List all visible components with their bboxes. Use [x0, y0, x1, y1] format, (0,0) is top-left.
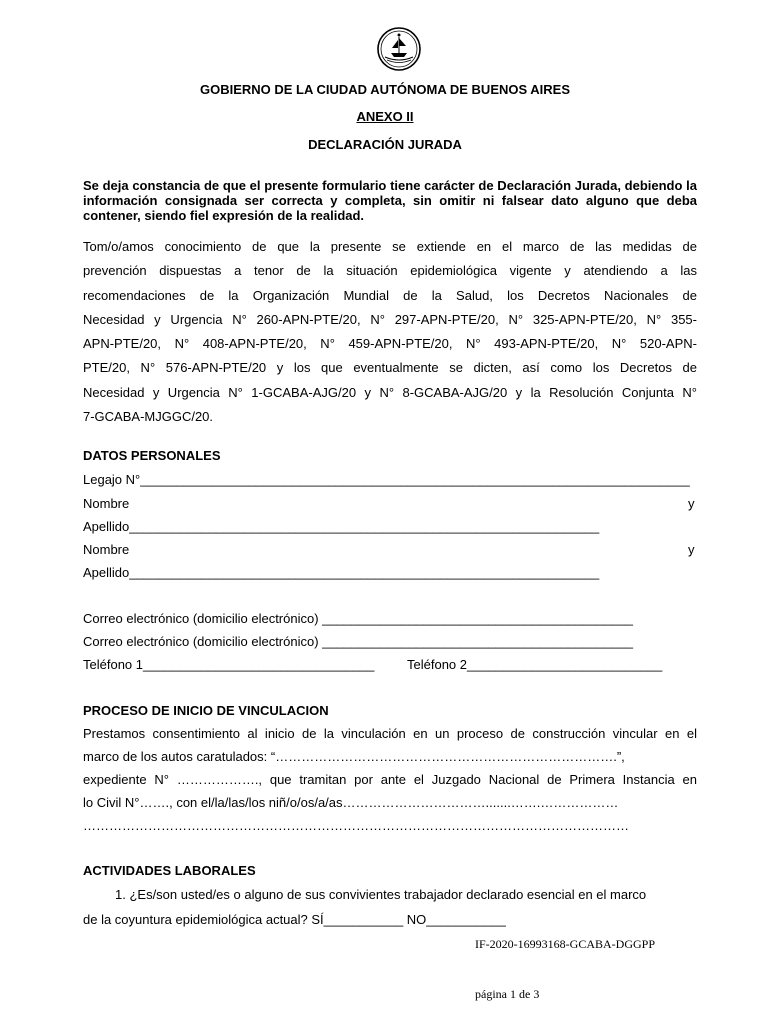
document-id: IF-2020-16993168-GCABA-DGGPP: [475, 937, 656, 951]
email-field-1[interactable]: Correo electrónico (domicilio electrónico) ___________________________________________: [83, 611, 634, 626]
paragraph-line: prevención dispuestas a tenor de la situación epidemiológica vigente y atendiendo a las: [83, 263, 697, 278]
city-seal-logo: [377, 27, 421, 71]
paragraph-line: 7-GCABA-MJGGC/20.: [83, 409, 214, 424]
paragraph-line: Tom/o/amos conocimiento de que la presente se extiende en el marco de las medidas de: [83, 239, 697, 254]
proceso-heading: PROCESO DE INICIO DE VINCULACION: [83, 703, 329, 718]
paragraph-line: Necesidad y Urgencia N° 1-GCABA-AJG/20 y N° 8-GCABA-AJG/20 y la Resolución Conjunta N°: [83, 385, 697, 400]
question-1-line-2[interactable]: de la coyuntura epidemiológica actual? SÍ___________ NO___________: [83, 912, 506, 927]
phone-field-2[interactable]: Teléfono 2___________________________: [407, 657, 663, 672]
paragraph-line: recomendaciones de la Organización Mundial de la Salud, los Decretos Nacionales de: [83, 288, 697, 303]
intro-statement: Se deja constancia de que el presente formulario tiene carácter de Declaración Jurada, debiendo la información consignada ser correcta y completa, sin omitir ni falsear dato alguno que deba contener, siendo fiel expresión de la realidad.: [83, 178, 697, 223]
paragraph-line: APN-PTE/20, N° 408-APN-PTE/20, N° 459-APN-PTE/20, N° 493-APN-PTE/20, N° 520-APN-: [83, 336, 697, 351]
y-connector-2: y: [688, 542, 695, 557]
nombre-label-2: Nombre: [83, 542, 130, 557]
proceso-line[interactable]: expediente N° ………………., que tramitan por ante el Juzgado Nacional de Primera Instancia en: [83, 772, 697, 787]
paragraph-line: PTE/20, N° 576-APN-PTE/20 y los que eventualmente se dicten, así como los Decretos de: [83, 360, 697, 375]
apellido-field-2[interactable]: Apellido_________________________________________________________________: [83, 565, 600, 580]
proceso-line[interactable]: lo Civil N°……., con el/la/las/los niñ/o/os/a/as…………………………….......…….………………: [83, 795, 619, 810]
document-title: DECLARACIÓN JURADA: [308, 137, 462, 152]
nombre-label: Nombre: [83, 496, 130, 511]
page-number: página 1 de 3: [475, 987, 540, 1001]
question-1-line-1: 1. ¿Es/son usted/es o alguno de sus convivientes trabajador declarado esencial en el marco: [115, 887, 647, 902]
proceso-line[interactable]: ………………………………………………………………………………………………………………: [83, 818, 629, 833]
y-connector: y: [688, 496, 695, 511]
personal-data-heading: DATOS PERSONALES: [83, 448, 221, 463]
phone-field-1[interactable]: Teléfono 1________________________________: [83, 657, 375, 672]
apellido-field[interactable]: Apellido_________________________________________________________________: [83, 519, 600, 534]
legajo-field[interactable]: Legajo N°____________________________________________________________________________: [83, 472, 690, 487]
government-title: GOBIERNO DE LA CIUDAD AUTÓNOMA DE BUENOS AIRES: [199, 82, 571, 97]
email-field-2[interactable]: Correo electrónico (domicilio electrónico) ___________________________________________: [83, 634, 634, 649]
actividades-heading: ACTIVIDADES LABORALES: [83, 863, 256, 878]
proceso-line[interactable]: marco de los autos caratulados: “…………………………………………………………………….”,: [83, 749, 625, 764]
proceso-line: Prestamos consentimiento al inicio de la vinculación en un proceso de construcción vincular en el: [83, 726, 697, 741]
anexo-title: ANEXO II: [356, 109, 414, 124]
paragraph-line: Necesidad y Urgencia N° 260-APN-PTE/20, N° 297-APN-PTE/20, N° 325-APN-PTE/20, N° 355-: [83, 312, 697, 327]
